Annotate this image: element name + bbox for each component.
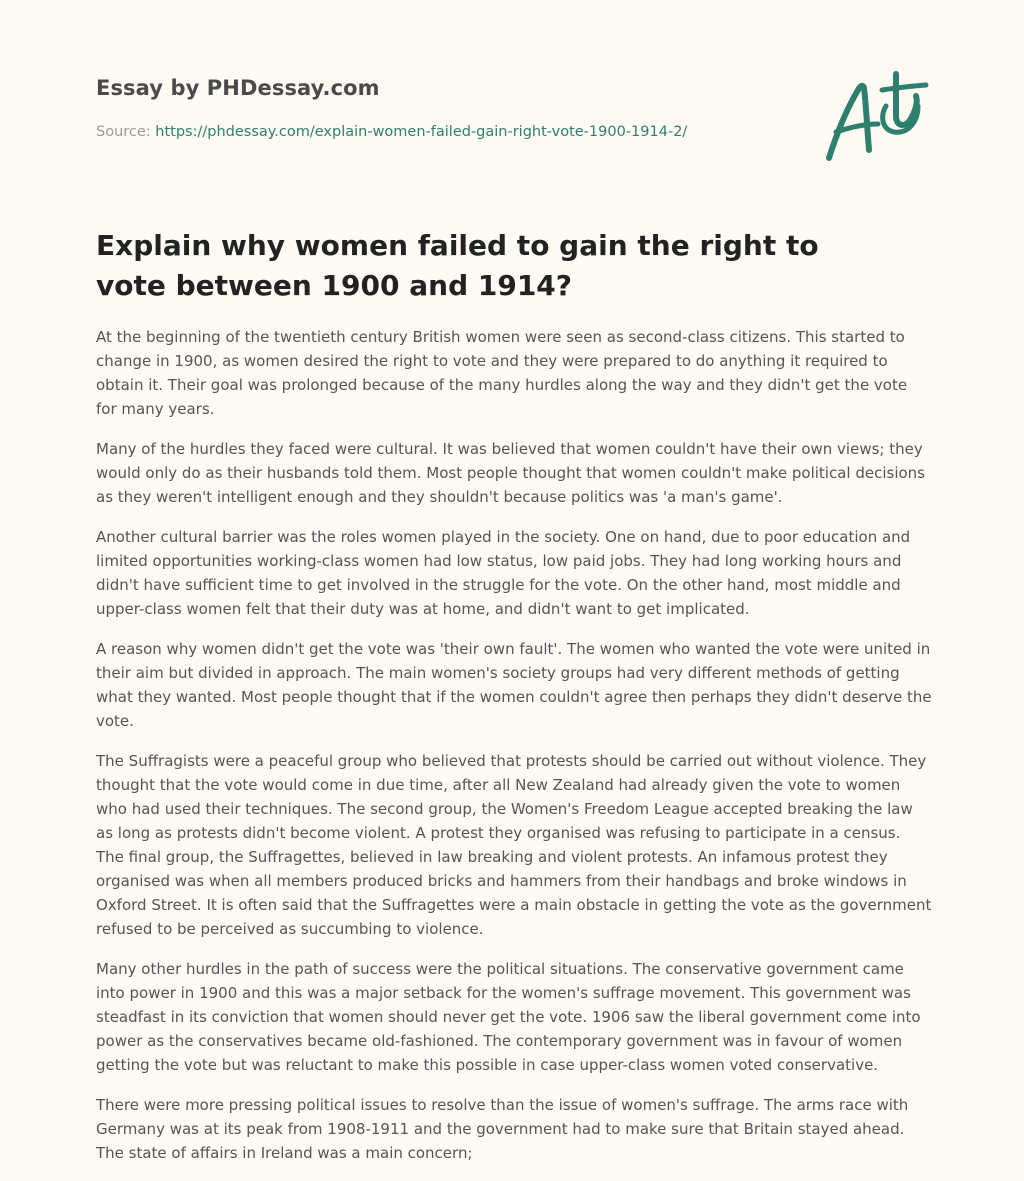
essay-paragraph: A reason why women didn't get the vote was 'their own fault'. The women who wanted the vote were united in their aim but divided in approach. The main women's society groups had very different methods of getting what they wanted. Most people thought that if the women couldn't agree then perhaps they didn't deserve the vote. — [96, 640, 932, 730]
source-label: Source: — [96, 124, 151, 140]
site-title: Essay by PHDessay.com — [96, 76, 380, 100]
essay-paragraph: At the beginning of the twentieth century British women were seen as second-class citizens. This started to change in 1900, as women desired the right to vote and they were prepared to do anything it required to obtain it. Their goal was prolonged because of the many hurdles along the way and they didn't get the vote for many years. — [96, 328, 908, 418]
essay-paragraph: The Suffragists were a peaceful group who believed that protests should be carried out without violence. They thought that the vote would come in due time, after all New Zealand had already given the vote to women who had used their techniques. The second group, the Women's Freedom League accepted breaking the law as long as protests didn't become violent. A protest they organised was refusing to participate in a census. The final group, the Suffragettes, believed in law breaking and violent protests. An infamous protest they organised was when all members produced bricks and hammers from their handbags and broke windows in Oxford Street. It is often said that the Suffragettes were a main obstacle in getting the vote as the government refused to be perceived as succumbing to violence. — [96, 752, 932, 938]
essay-body — [96, 325, 932, 1181]
source-link[interactable]: https://phdessay.com/explain-women-failed-gain-right-vote-1900-1914-2/ — [155, 124, 688, 140]
essay-paragraph: Many of the hurdles they faced were cultural. It was believed that women couldn't have their own views; they would only do as their husbands told them. Most people thought that women couldn't make political decisions as they weren't intelligent enough and they shouldn't because politics was 'a man's game'. — [96, 440, 925, 506]
a-plus-logo-icon — [822, 66, 930, 166]
essay-paragraph: Many other hurdles in the path of success were the political situations. The conservative government came into power in 1900 and this was a major setback for the women's suffrage movement. This government was steadfast in its conviction that women should never get the vote. 1906 saw the liberal government come into power as the conservatives became old-fashioned. The contemporary government was in favour of women getting the vote but was reluctant to make this possible in case upper-class women voted conservative. — [96, 960, 921, 1074]
essay-paragraph: Another cultural barrier was the roles women played in the society. One on hand, due to poor education and limited opportunities working-class women had low status, low paid jobs. They had long working hours and didn't have sufficient time to get involved in the struggle for the vote. On the other hand, most middle and upper-class women felt that their duty was at home, and didn't want to get implicated. — [96, 528, 911, 618]
essay-paragraph: There were more pressing political issues to resolve than the issue of women's suffrage. The arms race with Germany was at its peak from 1908-1911 and the government had to make sure that Britain stayed ahead. The state of affairs in Ireland was a main concern; — [96, 1096, 909, 1162]
source-line — [96, 124, 687, 140]
page-title: Explain why women failed to gain the right to vote between 1900 and 1914? — [96, 229, 819, 302]
